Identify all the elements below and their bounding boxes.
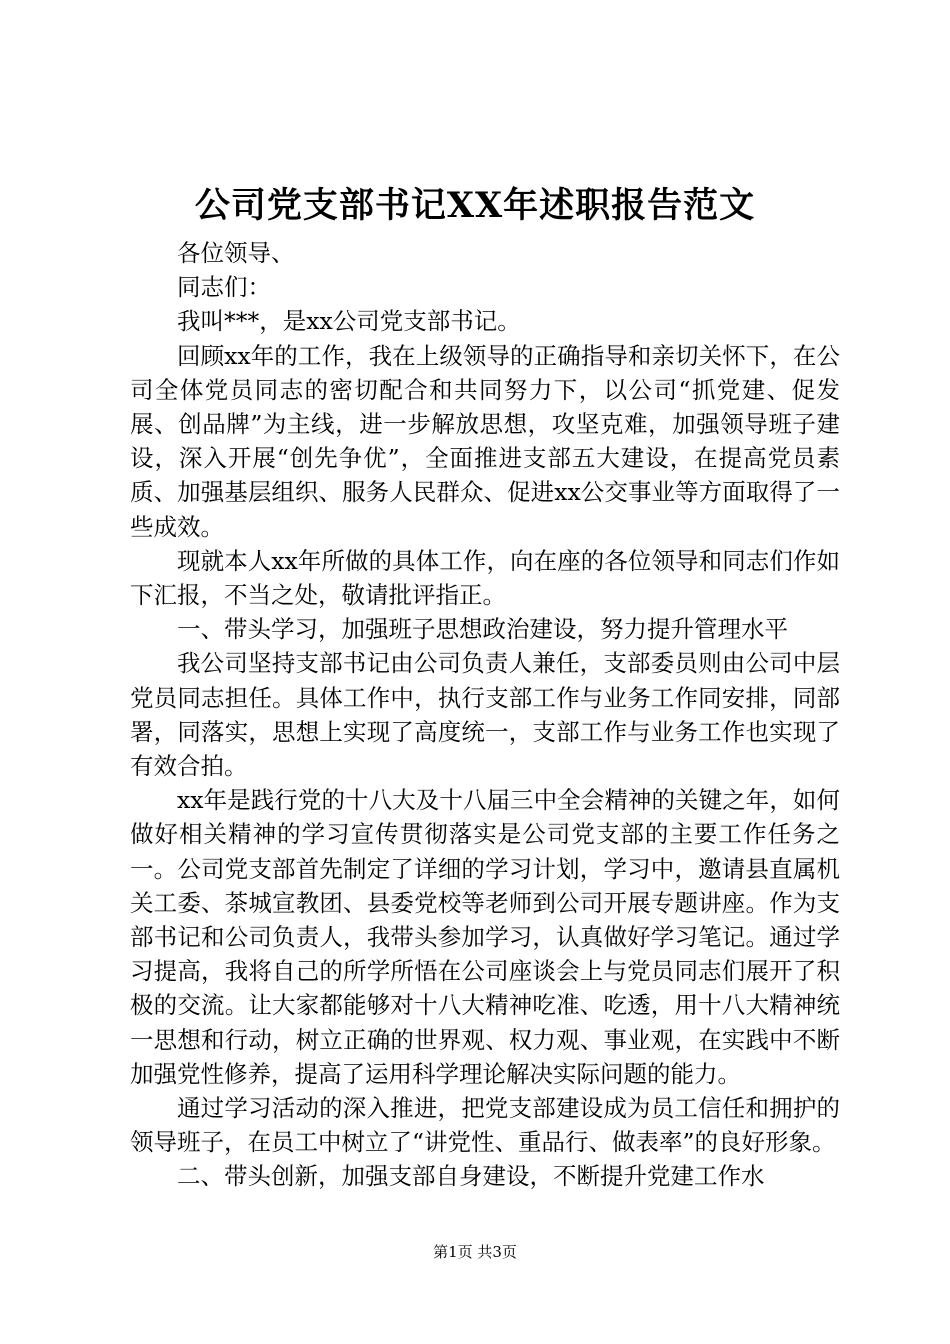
paragraph-salutation-2: 同志们： (177, 273, 271, 302)
paragraph-self-intro: 我叫***，是xx公司党支部书记。 (177, 307, 521, 336)
paragraph-review: 回顾xx年的工作，我在上级领导的正确指导和亲切关怀下，在公司全体党员同志的密切配合和共同努力下，以公司“抓党建、促发展、创品牌”为主线，进一步解放思想，攻坚克难，加强领导班子建设，深入开展“创先争优”，全面推进支部五大建设，在提高党员素质、加强基层组织、服务人民群众、促进xx公交事业等方面取得了一些成效。 (130, 341, 840, 541)
document-title: 公司党支部书记XX年述职报告范文 (194, 185, 756, 226)
paragraph-salutation-1: 各位领导、 (177, 239, 295, 267)
section-heading-2: 二、带头创新，加强支部自身建设，不断提升党建工作水 (177, 1162, 765, 1191)
paragraph-study-plan: xx年是践行党的十八大及十八届三中全会精神的关键之年，如何做好相关精神的学习宣传贯彻落实是公司党支部的主要工作任务之一。公司党支部首先制定了详细的学习计划，学习中，邀请县直属机关工委、茶城宣教团、县委党校等老师到公司开展专题讲座。作为支部书记和公司负责人，我带头参加学习，认真做好学习笔记。通过学习提高，我将自己的所学所悟在公司座谈会上与党员同志们展开了积极的交流。让大家都能够对十八大精神吃准、吃透，用十八大精神统一思想和行动，树立正确的世界观、权力观、事业观，在实践中不断加强党性修养，提高了运用科学理论解决实际问题的能力。 (130, 786, 840, 1088)
section-heading-1: 一、带头学习，加强班子思想政治建设，努力提升管理水平 (177, 615, 788, 644)
paragraph-report-intro: 现就本人xx年所做的具体工作，向在座的各位领导和同志们作如下汇报，不当之处，敬请批评指正。 (130, 546, 840, 610)
page-footer: 第1页 共3页 (433, 1243, 517, 1261)
document-body (130, 236, 840, 1194)
paragraph-branch-structure: 我公司坚持支部书记由公司负责人兼任，支部委员则由公司中层党员同志担任。具体工作中，执行支部工作与业务工作同安排，同部署，同落实，思想上实现了高度统一，支部工作与业务工作也实现了有效合拍。 (130, 649, 840, 781)
paragraph-study-result: 通过学习活动的深入推进，把党支部建设成为员工信任和拥护的领导班子，在员工中树立了“讲党性、重品行、做表率”的良好形象。 (130, 1094, 840, 1157)
